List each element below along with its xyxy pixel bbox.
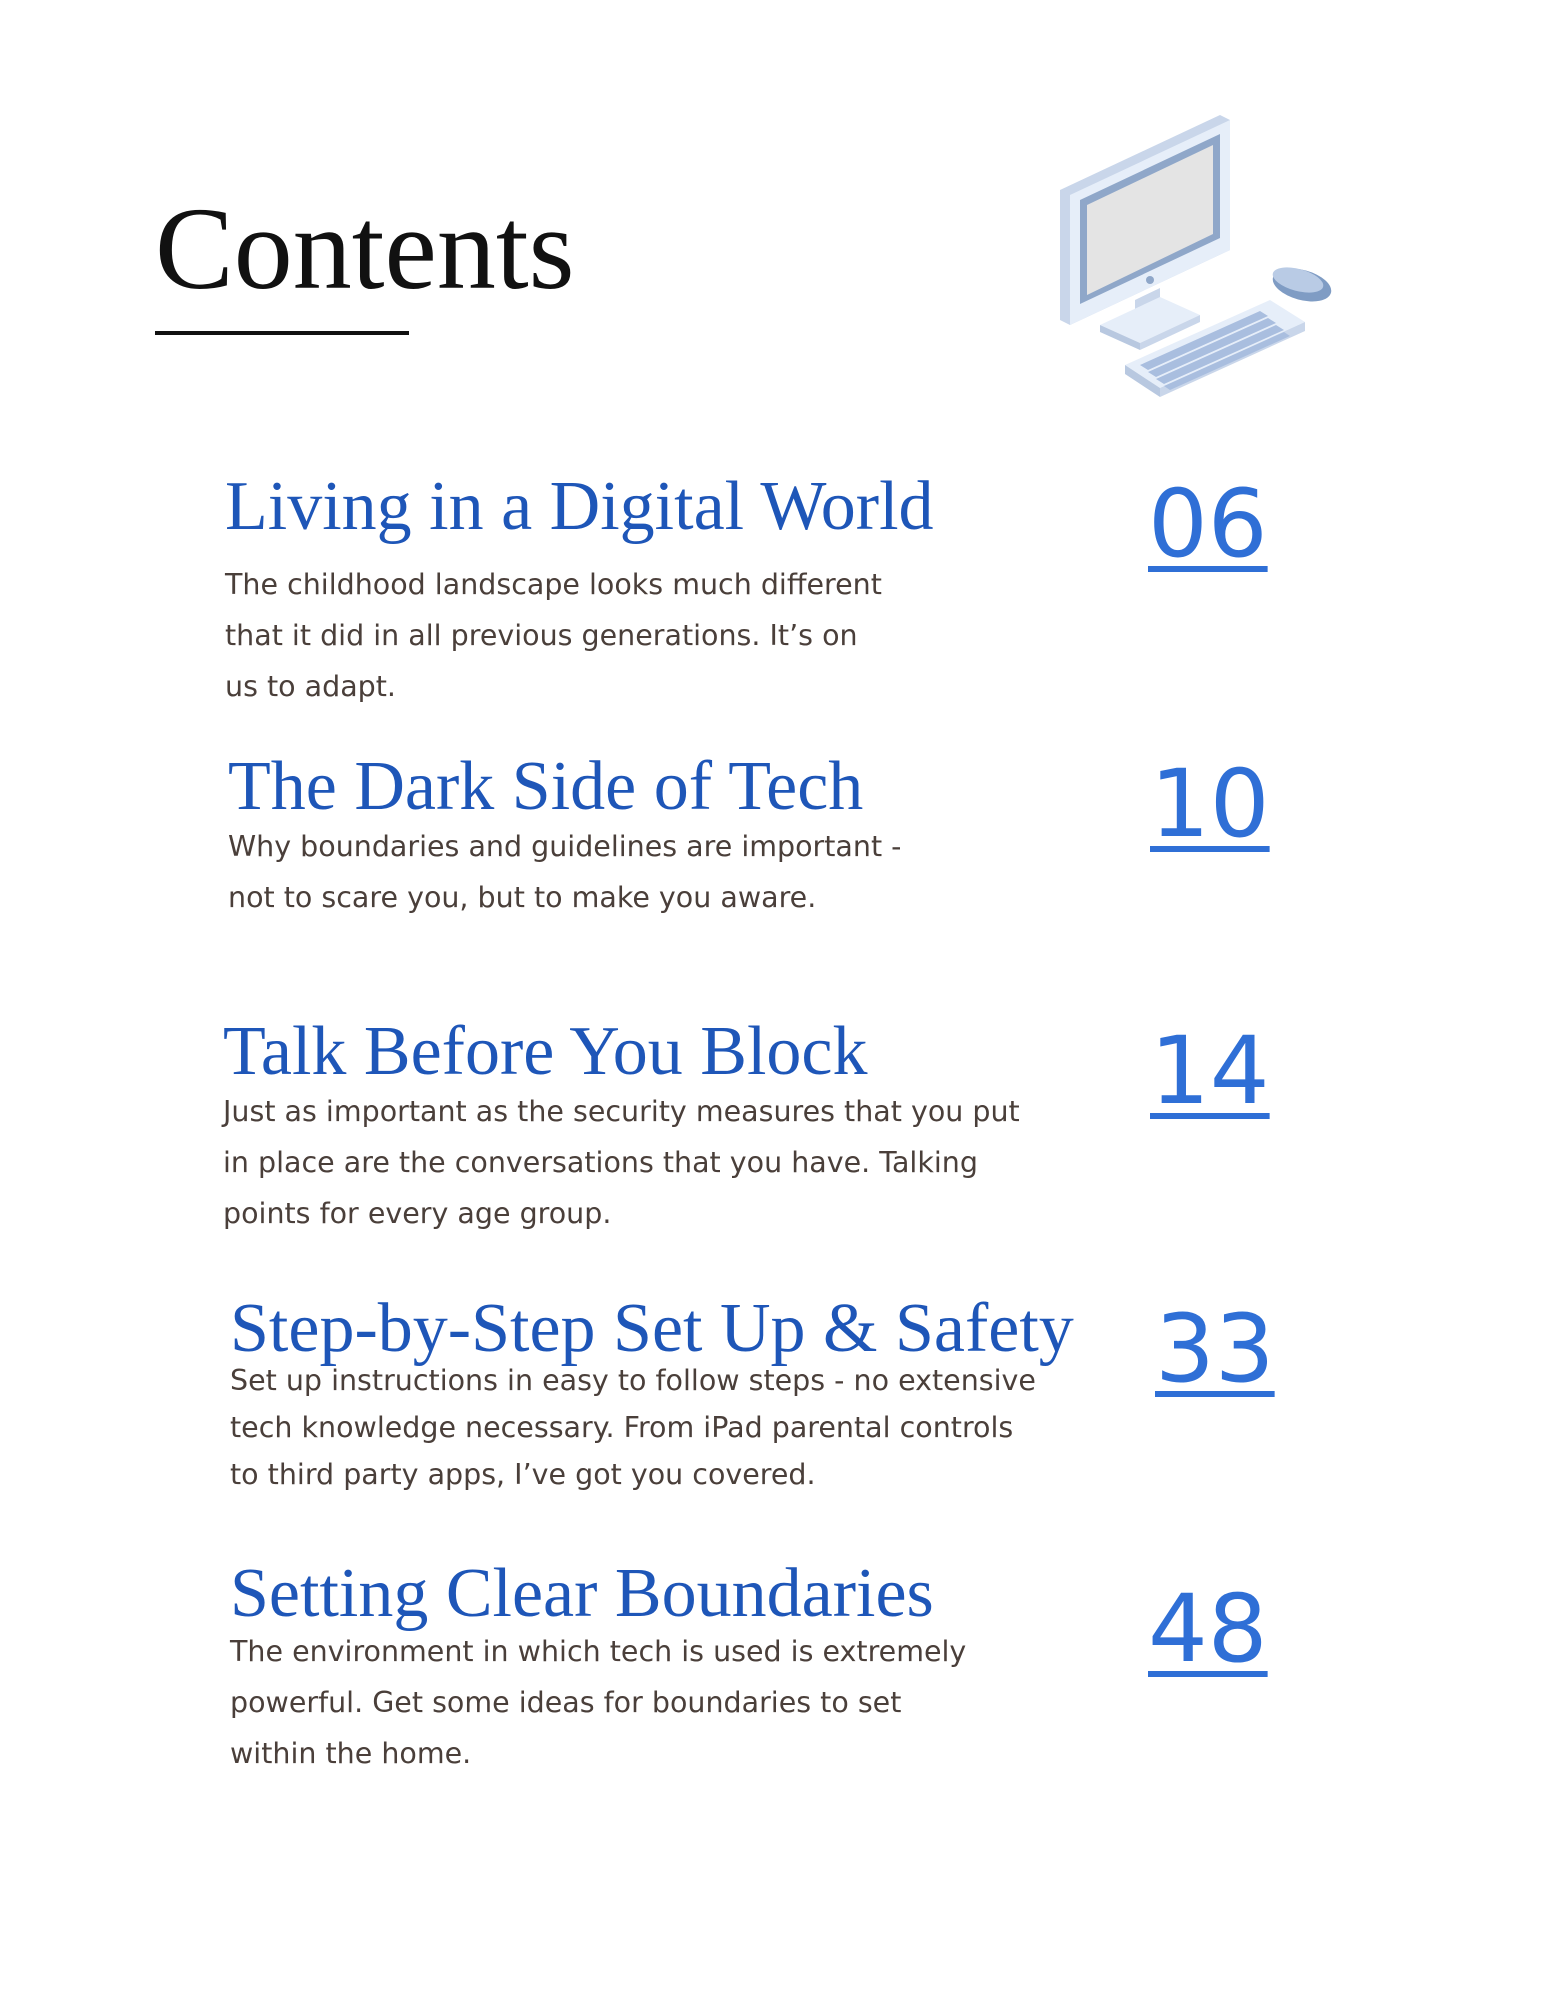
toc-entry-description bbox=[230, 1626, 966, 1779]
page-number-link[interactable]: 14 bbox=[1150, 1017, 1270, 1126]
toc-entry-title[interactable]: The Dark Side of Tech bbox=[228, 748, 864, 825]
description-line: Set up instructions in easy to follow steps - no extensive bbox=[230, 1364, 1036, 1397]
toc-entry bbox=[223, 1013, 1020, 1239]
page-title: Contents bbox=[155, 183, 575, 314]
page-number-link[interactable]: 33 bbox=[1155, 1295, 1275, 1404]
toc-entry-description bbox=[230, 1357, 1074, 1498]
description-line: powerful. Get some ideas for boundaries to set bbox=[230, 1686, 902, 1719]
toc-entry bbox=[228, 748, 901, 923]
toc-entry-title[interactable]: Talk Before You Block bbox=[223, 1013, 868, 1090]
toc-entry bbox=[225, 468, 934, 712]
description-line: tech knowledge necessary. From iPad parental controls bbox=[230, 1411, 1014, 1444]
page-number-link[interactable]: 10 bbox=[1150, 750, 1270, 859]
description-line: us to adapt. bbox=[225, 670, 396, 703]
page-number-link[interactable]: 48 bbox=[1148, 1575, 1268, 1684]
description-line: points for every age group. bbox=[223, 1197, 612, 1230]
toc-entry-description bbox=[225, 559, 934, 712]
description-line: Why boundaries and guidelines are important - bbox=[228, 830, 902, 863]
title-underline bbox=[155, 331, 409, 335]
toc-entry-title[interactable]: Setting Clear Boundaries bbox=[230, 1555, 934, 1632]
description-line: not to scare you, but to make you aware. bbox=[228, 881, 817, 914]
page-number-link[interactable]: 06 bbox=[1148, 470, 1268, 579]
toc-entry bbox=[230, 1290, 1074, 1498]
toc-entry-title[interactable]: Living in a Digital World bbox=[225, 468, 934, 545]
description-line: Just as important as the security measures that you put bbox=[223, 1095, 1020, 1128]
toc-entry-description bbox=[228, 821, 901, 923]
description-line: to third party apps, I’ve got you covered. bbox=[230, 1458, 816, 1491]
desktop-computer-icon bbox=[1050, 110, 1360, 420]
description-line: in place are the conversations that you have. Talking bbox=[223, 1146, 978, 1179]
toc-entry bbox=[230, 1555, 966, 1779]
toc-entry-title[interactable]: Step-by-Step Set Up & Safety bbox=[230, 1290, 1074, 1367]
description-line: The environment in which tech is used is extremely bbox=[230, 1635, 967, 1668]
description-line: within the home. bbox=[230, 1737, 472, 1770]
description-line: The childhood landscape looks much different bbox=[225, 568, 882, 601]
description-line: that it did in all previous generations. It’s on bbox=[225, 619, 858, 652]
toc-entry-description bbox=[223, 1086, 1020, 1239]
